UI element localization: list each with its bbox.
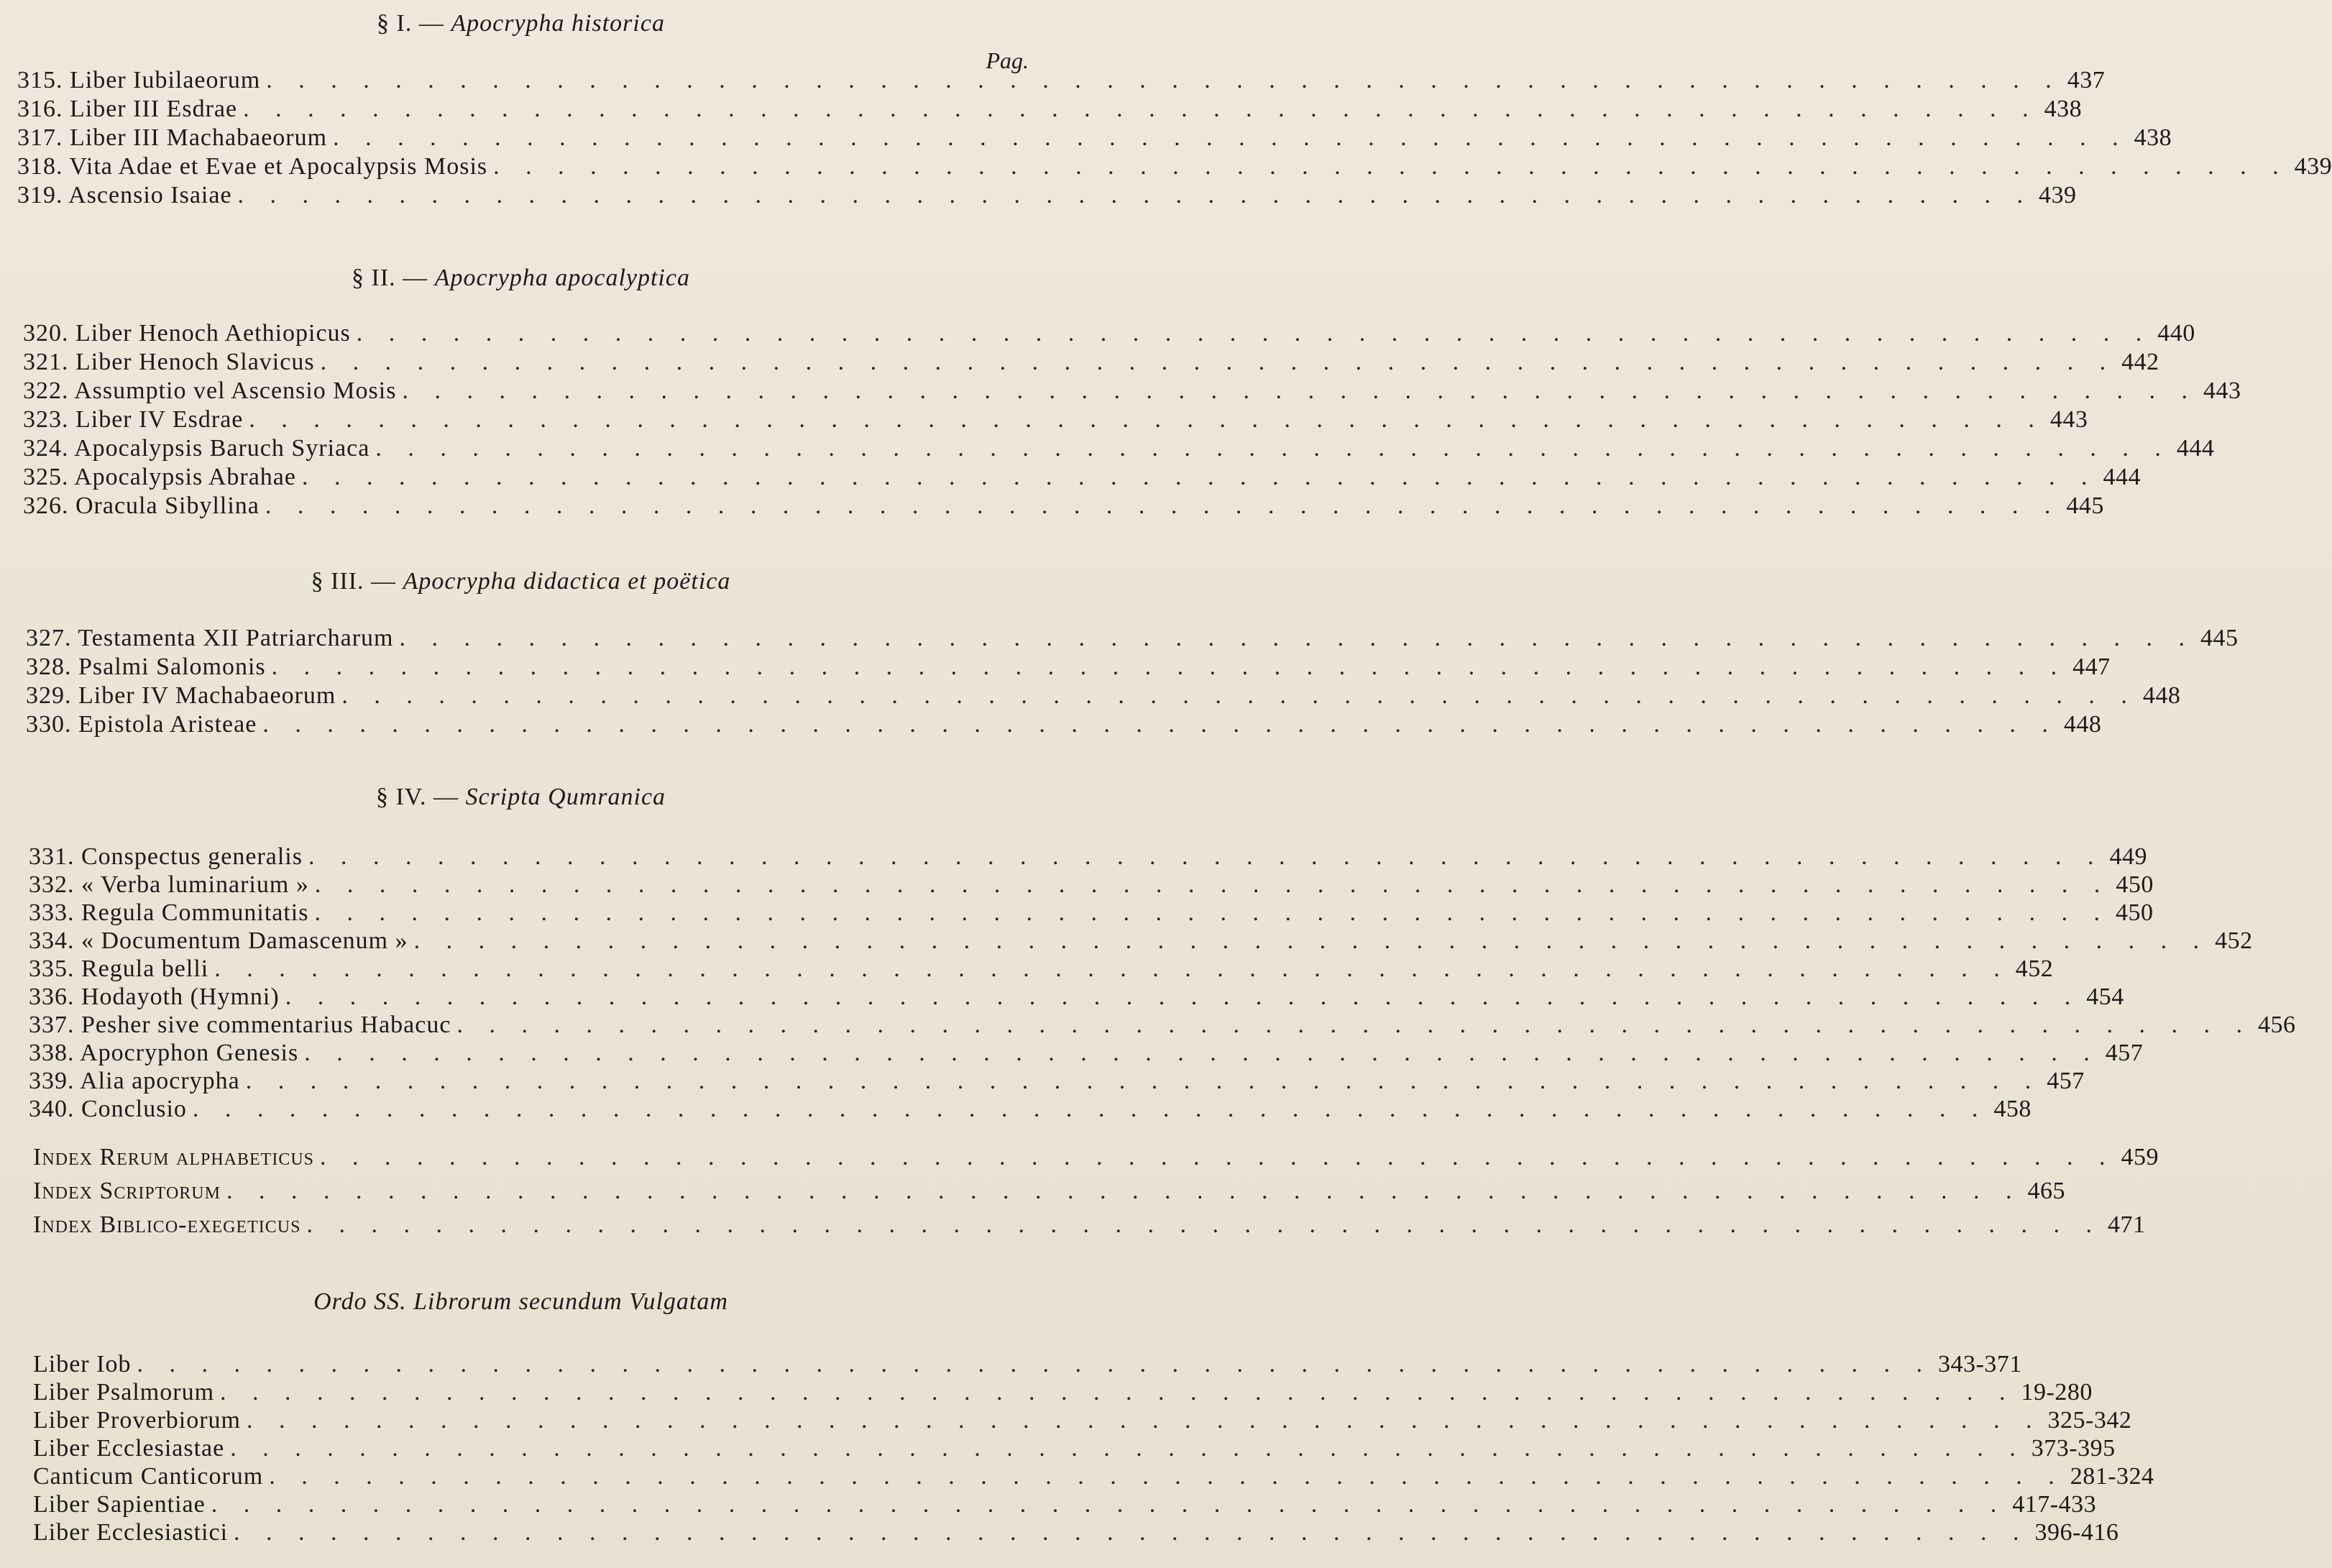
entry-label: 332. « Verba luminarium » <box>29 871 309 898</box>
entry-page: 456 <box>2257 1012 2296 1038</box>
ordo-heading <box>0 1288 1042 1316</box>
ordo-entry <box>33 1462 2154 1491</box>
ordo-title: Ordo SS. Librorum secundum Vulgatam <box>313 1288 728 1315</box>
ordo-pages: 396-416 <box>2034 1519 2119 1546</box>
dot-leader: . . . . . . . . . . . . . . . . . . . . . . . . . . . . . . . . . . . . . . . . . . . . . . . . . . . . . . . . <box>247 1407 2042 1434</box>
dot-leader: . . . . . . . . . . . . . . . . . . . . . . . . . . . . . . . . . . . . . . . . . . . . . . . . . . . . . . . . <box>333 124 2129 151</box>
entry-page: 443 <box>2203 377 2241 404</box>
dot-leader: . . . . . . . . . . . . . . . . . . . . . . . . . . . . . . . . . . . . . . . . . . . . . . . . . . . . . . . . <box>456 1012 2252 1038</box>
dot-leader: . . . . . . . . . . . . . . . . . . . . . . . . . . . . . . . . . . . . . . . . . . . . . . . . . . . . . . . . <box>375 435 2171 462</box>
entry-page: 444 <box>2103 464 2141 490</box>
toc-entry <box>29 871 2154 899</box>
toc-entry <box>23 348 2159 377</box>
entry-page: 450 <box>2115 899 2154 926</box>
dot-leader: . . . . . . . . . . . . . . . . . . . . . . . . . . . . . . . . . . . . . . . . . . . . . . . . . . . . . . . . <box>214 955 2010 982</box>
dot-leader: . . . . . . . . . . . . . . . . . . . . . . . . . . . . . . . . . . . . . . . . . . . . . . . . . . . . . . . . <box>306 1211 2102 1238</box>
ordo-label: Liber Iob <box>33 1351 132 1377</box>
dot-leader: . . . . . . . . . . . . . . . . . . . . . . . . . . . . . . . . . . . . . . . . . . . . . . . . . . . . . . . . <box>356 320 2152 347</box>
ordo-entry <box>33 1434 2116 1463</box>
entry-label: 324. Apocalypsis Baruch Syriaca <box>23 435 370 462</box>
dot-leader: . . . . . . . . . . . . . . . . . . . . . . . . . . . . . . . . . . . . . . . . . . . . . . . . . . . . . . . . <box>230 1435 2026 1462</box>
dot-leader: . . . . . . . . . . . . . . . . . . . . . . . . . . . . . . . . . . . . . . . . . . . . . . . . . . . . . . . . <box>266 67 2062 93</box>
toc-entry <box>29 927 2253 955</box>
dot-leader: . . . . . . . . . . . . . . . . . . . . . . . . . . . . . . . . . . . . . . . . . . . . . . . . . . . . . . . . <box>402 377 2198 404</box>
dot-leader: . . . . . . . . . . . . . . . . . . . . . . . . . . . . . . . . . . . . . . . . . . . . . . . . . . . . . . . . <box>413 927 2210 954</box>
entry-page: 458 <box>1993 1096 2032 1122</box>
entry-label: 323. Liber IV Esdrae <box>23 406 244 433</box>
section-title: Apocrypha historica <box>451 10 665 37</box>
entry-label: 321. Liber Henoch Slavicus <box>23 349 315 375</box>
ordo-pages: 281-324 <box>2070 1463 2154 1490</box>
dot-leader: . . . . . . . . . . . . . . . . . . . . . . . . . . . . . . . . . . . . . . . . . . . . . . . . . . . . . . . . <box>220 1379 2016 1406</box>
toc-entry <box>26 653 2111 682</box>
entry-page: 448 <box>2142 682 2181 709</box>
entry-label: 326. Oracula Sibyllina <box>23 492 260 519</box>
entry-page: 445 <box>2200 625 2239 651</box>
toc-entry <box>23 405 2088 434</box>
dot-leader: . . . . . . . . . . . . . . . . . . . . . . . . . . . . . . . . . . . . . . . . . . . . . . . . . . . . . . . . <box>271 654 2067 680</box>
entry-page: 450 <box>2116 871 2154 898</box>
ordo-pages: 325-342 <box>2047 1407 2132 1434</box>
dot-leader: . . . . . . . . . . . . . . . . . . . . . . . . . . . . . . . . . . . . . . . . . . . . . . . . . . . . . . . . <box>262 711 2058 738</box>
entry-page: 438 <box>2134 124 2172 151</box>
ordo-entry <box>33 1406 2132 1435</box>
entry-label: 340. Conclusio <box>29 1096 187 1122</box>
toc-entry <box>23 463 2141 492</box>
dot-leader: . . . . . . . . . . . . . . . . . . . . . . . . . . . . . . . . . . . . . . . . . . . . . . . . . . . . . . . . <box>314 871 2111 898</box>
index-entry <box>33 1177 2065 1206</box>
toc-entry <box>26 682 2181 710</box>
entry-label: 315. Liber Iubilaeorum <box>17 67 261 93</box>
dot-leader: . . . . . . . . . . . . . . . . . . . . . . . . . . . . . . . . . . . . . . . . . . . . . . . . . . . . . . . . <box>493 153 2289 180</box>
index-page: 465 <box>2027 1178 2065 1204</box>
entry-label: 325. Apocalypsis Abrahae <box>23 464 296 490</box>
dot-leader: . . . . . . . . . . . . . . . . . . . . . . . . . . . . . . . . . . . . . . . . . . . . . . . . . . . . . . . . <box>269 1463 2065 1490</box>
entry-label: 334. « Documentum Damascenum » <box>29 927 408 954</box>
entry-label: 328. Psalmi Salomonis <box>26 654 266 680</box>
pag-column-label: Pag. <box>986 47 1029 73</box>
entry-page: 437 <box>2067 67 2106 93</box>
dot-leader: . . . . . . . . . . . . . . . . . . . . . . . . . . . . . . . . . . . . . . . . . . . . . . . . . . . . . . . . <box>399 625 2195 651</box>
index-label: Index Biblico-exegeticus <box>33 1211 301 1238</box>
toc-entry <box>26 710 2102 739</box>
ordo-entry <box>33 1518 2119 1547</box>
entry-label: 335. Regula belli <box>29 955 209 982</box>
ordo-label: Liber Sapientiae <box>33 1491 206 1518</box>
section-title: Apocrypha didactica et poëtica <box>403 568 731 595</box>
ordo-label: Liber Ecclesiastici <box>33 1519 229 1546</box>
toc-entry <box>23 434 2215 463</box>
entry-label: 327. Testamenta XII Patriarcharum <box>26 625 394 651</box>
dot-leader: . . . . . . . . . . . . . . . . . . . . . . . . . . . . . . . . . . . . . . . . . . . . . . . . . . . . . . . . <box>234 1519 2029 1546</box>
entry-page: 445 <box>2066 492 2104 519</box>
dot-leader: . . . . . . . . . . . . . . . . . . . . . . . . . . . . . . . . . . . . . . . . . . . . . . . . . . . . . . . . <box>320 349 2116 375</box>
entry-page: 449 <box>2109 843 2147 870</box>
entry-page: 447 <box>2072 654 2111 680</box>
entry-page: 444 <box>2176 435 2215 462</box>
entry-label: 339. Alia apocrypha <box>29 1068 240 1094</box>
entry-page: 439 <box>2039 182 2077 208</box>
entry-page: 457 <box>2105 1040 2144 1066</box>
dot-leader: . . . . . . . . . . . . . . . . . . . . . . . . . . . . . . . . . . . . . . . . . . . . . . . . . . . . . . . . <box>211 1491 2007 1518</box>
toc-entry <box>29 1067 2085 1096</box>
entry-label: 322. Assumptio vel Ascensio Mosis <box>23 377 397 404</box>
entry-label: 333. Regula Communitatis <box>29 899 309 926</box>
entry-label: 331. Conspectus generalis <box>29 843 303 870</box>
ordo-label: Liber Psalmorum <box>33 1379 215 1406</box>
ordo-label: Liber Proverbiorum <box>33 1407 241 1434</box>
ordo-pages: 343-371 <box>1937 1351 2022 1377</box>
entry-page: 448 <box>2063 711 2102 738</box>
section-number: § II. — <box>352 265 428 291</box>
ordo-entry <box>33 1490 2097 1519</box>
dot-leader: . . . . . . . . . . . . . . . . . . . . . . . . . . . . . . . . . . . . . . . . . . . . . . . . . . . . . . . . <box>249 406 2044 433</box>
entry-label: 336. Hodayoth (Hymni) <box>29 984 280 1010</box>
ordo-entry <box>33 1350 2022 1379</box>
section-number: § I. — <box>377 10 444 37</box>
entry-page: 457 <box>2047 1068 2085 1094</box>
entry-page: 442 <box>2121 349 2159 375</box>
toc-entry <box>23 492 2104 521</box>
toc-entry <box>29 1039 2144 1068</box>
toc-entry <box>29 1095 2032 1124</box>
entry-page: 440 <box>2157 320 2195 347</box>
dot-leader: . . . . . . . . . . . . . . . . . . . . . . . . . . . . . . . . . . . . . . . . . . . . . . . . . . . . . . . . <box>245 1068 2042 1094</box>
dot-leader: . . . . . . . . . . . . . . . . . . . . . . . . . . . . . . . . . . . . . . . . . . . . . . . . . . . . . . . . <box>308 843 2104 870</box>
toc-entry <box>23 377 2241 405</box>
dot-leader: . . . . . . . . . . . . . . . . . . . . . . . . . . . . . . . . . . . . . . . . . . . . . . . . . . . . . . . . <box>285 984 2081 1010</box>
entry-label: 338. Apocryphon Genesis <box>29 1040 299 1066</box>
section-title: Scripta Qumranica <box>465 784 666 810</box>
entry-page: 438 <box>2044 96 2083 122</box>
dot-leader: . . . . . . . . . . . . . . . . . . . . . . . . . . . . . . . . . . . . . . . . . . . . . . . . . . . . . . . . <box>226 1178 2022 1204</box>
entry-page: 452 <box>2015 955 2054 982</box>
section-heading-1 <box>0 10 1042 37</box>
index-page: 459 <box>2121 1144 2159 1170</box>
dot-leader: . . . . . . . . . . . . . . . . . . . . . . . . . . . . . . . . . . . . . . . . . . . . . . . . . . . . . . . . <box>320 1144 2116 1170</box>
entry-label: 319. Ascensio Isaiae <box>17 182 232 208</box>
toc-entry <box>17 95 2083 124</box>
index-entry <box>33 1211 2146 1239</box>
toc-entry <box>17 66 2106 95</box>
ordo-label: Liber Ecclesiastae <box>33 1435 225 1462</box>
index-entry <box>33 1143 2159 1172</box>
dot-leader: . . . . . . . . . . . . . . . . . . . . . . . . . . . . . . . . . . . . . . . . . . . . . . . . . . . . . . . . <box>314 899 2110 926</box>
entry-label: 317. Liber III Machabaeorum <box>17 124 328 151</box>
ordo-pages: 417-433 <box>2012 1491 2097 1518</box>
section-title: Apocrypha apocalyptica <box>434 265 690 291</box>
ordo-entry <box>33 1378 2093 1407</box>
entry-page: 454 <box>2086 984 2124 1010</box>
section-number: § III. — <box>311 568 397 595</box>
dot-leader: . . . . . . . . . . . . . . . . . . . . . . . . . . . . . . . . . . . . . . . . . . . . . . . . . . . . . . . . <box>243 96 2039 122</box>
section-heading-2 <box>0 265 1042 292</box>
section-number: § IV. — <box>375 784 459 810</box>
entry-page: 439 <box>2294 153 2332 180</box>
toc-entry <box>29 955 2054 984</box>
entry-page: 443 <box>2049 406 2088 433</box>
dot-leader: . . . . . . . . . . . . . . . . . . . . . . . . . . . . . . . . . . . . . . . . . . . . . . . . . . . . . . . . <box>192 1096 1988 1122</box>
entry-label: 330. Epistola Aristeae <box>26 711 257 738</box>
entry-page: 452 <box>2215 927 2253 954</box>
toc-entry <box>29 899 2154 927</box>
ordo-pages: 19-280 <box>2021 1379 2093 1406</box>
toc-entry <box>23 319 2195 348</box>
entry-label: 329. Liber IV Machabaeorum <box>26 682 336 709</box>
dot-leader: . . . . . . . . . . . . . . . . . . . . . . . . . . . . . . . . . . . . . . . . . . . . . . . . . . . . . . . . <box>341 682 2137 709</box>
toc-entry <box>26 624 2239 653</box>
dot-leader: . . . . . . . . . . . . . . . . . . . . . . . . . . . . . . . . . . . . . . . . . . . . . . . . . . . . . . . . <box>304 1040 2100 1066</box>
section-heading-4 <box>0 784 1042 811</box>
toc-entry <box>29 843 2147 871</box>
entry-label: 316. Liber III Esdrae <box>17 96 238 122</box>
toc-entry <box>29 1011 2296 1040</box>
section-heading-3 <box>0 568 1042 595</box>
toc-entry <box>29 983 2124 1012</box>
entry-label: 337. Pesher sive commentarius Habacuc <box>29 1012 451 1038</box>
toc-entry <box>17 124 2172 152</box>
dot-leader: . . . . . . . . . . . . . . . . . . . . . . . . . . . . . . . . . . . . . . . . . . . . . . . . . . . . . . . . <box>237 182 2034 208</box>
dot-leader: . . . . . . . . . . . . . . . . . . . . . . . . . . . . . . . . . . . . . . . . . . . . . . . . . . . . . . . . <box>265 492 2061 519</box>
index-label: Index Rerum alphabeticus <box>33 1144 315 1170</box>
toc-entry <box>17 152 2332 181</box>
index-label: Index Scriptorum <box>33 1178 221 1204</box>
ordo-pages: 373-395 <box>2031 1435 2116 1462</box>
entry-label: 318. Vita Adae et Evae et Apocalypsis Mosis <box>17 153 488 180</box>
index-page: 471 <box>2107 1211 2146 1238</box>
ordo-label: Canticum Canticorum <box>33 1463 264 1490</box>
toc-entry <box>17 181 2077 210</box>
dot-leader: . . . . . . . . . . . . . . . . . . . . . . . . . . . . . . . . . . . . . . . . . . . . . . . . . . . . . . . . <box>302 464 2098 490</box>
entry-label: 320. Liber Henoch Aethiopicus <box>23 320 351 347</box>
dot-leader: . . . . . . . . . . . . . . . . . . . . . . . . . . . . . . . . . . . . . . . . . . . . . . . . . . . . . . . . <box>137 1351 1932 1377</box>
